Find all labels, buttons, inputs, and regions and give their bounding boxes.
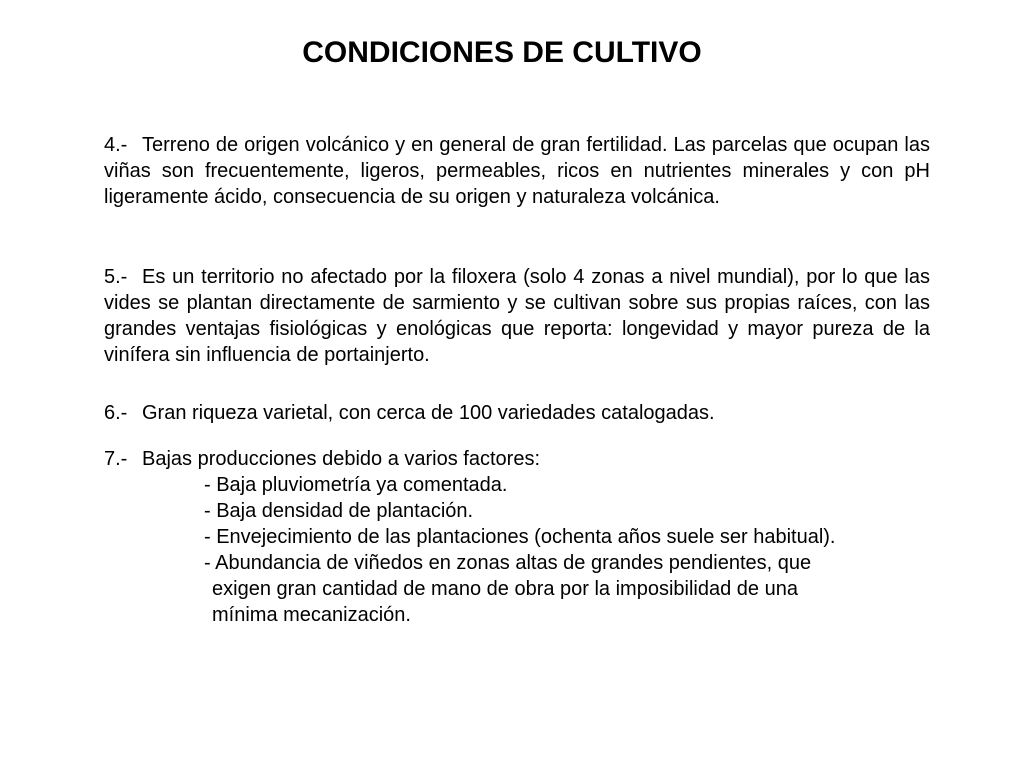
item-number: 5.- <box>104 266 128 288</box>
factor-item-densidad <box>204 498 964 524</box>
slide-title: CONDICIONES DE CULTIVO <box>302 36 702 69</box>
item-number: 4.- <box>104 134 128 156</box>
factor-text: - Envejecimiento de las plantaciones (ochenta años suele ser habitual). <box>204 526 836 548</box>
list-item-4 <box>104 132 930 210</box>
list-item-5 <box>104 264 930 368</box>
factor-text: - Abundancia de viñedos en zonas altas de grandes pendientes, que <box>204 552 812 574</box>
factor-text-continued: mínima mecanización. <box>212 604 411 626</box>
item-number: 6.- <box>104 402 128 424</box>
factor-item-pendientes <box>204 550 964 628</box>
factor-text: - Baja pluviometría ya comentada. <box>204 474 508 496</box>
factor-item-envejecimiento <box>204 524 964 550</box>
factor-list <box>204 472 964 628</box>
list-item-7 <box>104 446 930 472</box>
item-text: Es un territorio no afectado por la filoxera (solo 4 zonas a nivel mundial), por lo que las vides se plantan directamente de sarmiento y se cultivan sobre sus propias raíces, con las grandes ventajas fisiológicas y enológicas que reporta: longevidad y mayor pureza de la vinífera sin influencia de portainjerto. <box>104 266 930 366</box>
factor-text-continued: exigen gran cantidad de mano de obra por la imposibilidad de una <box>212 578 798 600</box>
factor-text: - Baja densidad de plantación. <box>204 500 474 522</box>
item-text: Bajas producciones debido a varios factores: <box>142 448 541 470</box>
item-number: 7.- <box>104 448 128 470</box>
factor-item-pluviometria <box>204 472 964 498</box>
list-item-6 <box>104 400 930 426</box>
item-text: Terreno de origen volcánico y en general de gran fertilidad. Las parcelas que ocupan las viñas son frecuentemente, ligeros, permeables, ricos en nutrientes minerales y con pH ligeramente ácido, consecuencia de su origen y naturaleza volcánica. <box>104 134 930 208</box>
item-text: Gran riqueza varietal, con cerca de 100 variedades catalogadas. <box>142 402 715 424</box>
